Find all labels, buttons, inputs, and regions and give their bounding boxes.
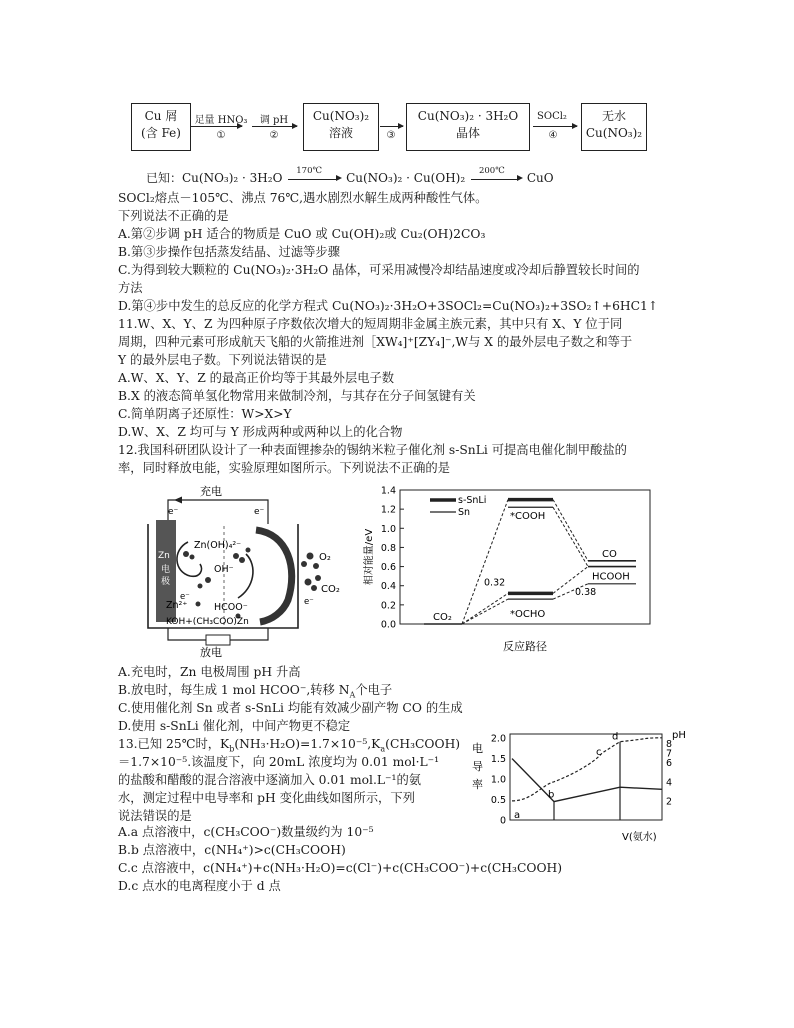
q13-stem-1b: (NH₃·H₂O)=1.7×10⁻⁵,K [234, 737, 381, 751]
energy-annotation-038: 0.38 [575, 587, 597, 599]
cond-point-a: a [514, 810, 521, 821]
q13-stem-4: 水，测定过程中电导率和 pH 变化曲线如图所示，下列 [118, 791, 415, 805]
flow-box-text: 溶液 [328, 126, 353, 140]
cond-axis-label-1: 电 [472, 742, 483, 755]
q12-option-b-end: 个电子 [355, 683, 393, 697]
connector-co2-cooh [462, 500, 508, 624]
q12-option-a: A.充电时，Zn 电极周围 pH 升高 [118, 665, 301, 679]
energy-y-tick-label: 0.0 [380, 619, 396, 631]
arrow4-step-label: ④ [548, 130, 558, 141]
molecule-dots [183, 548, 321, 619]
known-reaction [146, 165, 554, 187]
conductivity-ph-chart [462, 728, 694, 852]
q11-stem-1: 11.W、X、Y、Z 为四种原子序数依次增大的短周期非金属主族元素，其中只有 X、Y 位于同 [118, 317, 623, 331]
connector-co2-ocho-sn [462, 599, 508, 624]
q10-option-d: D.第④步中发生的总反应的化学方程式 Cu(NO₃)₂·3H₂O+3SOCl₂=Cu(NO₃)₂+3SO₂↑+6HC1↑ [118, 299, 659, 313]
level-cooh-label: *COOH [510, 511, 546, 523]
cond-point-c: c [596, 747, 602, 759]
charge-label: 充电 [200, 485, 222, 498]
heat-arrow-line [288, 179, 338, 180]
flow-box-text: 晶体 [455, 126, 480, 140]
cond-x-axis-label: V(氨水) [622, 832, 657, 843]
cond-plot-frame [510, 731, 662, 820]
heat-arrow-head [336, 175, 342, 181]
known-prefix: 已知：Cu(NO₃)₂ · 3H₂O [146, 171, 283, 185]
electron-right-low: e⁻ [304, 597, 314, 607]
heat-arrow-2 [469, 165, 523, 184]
q11-stem-2: 周期，四种元素可形成航天飞船的火箭推进剂［XW₄]⁺[ZY₄]⁻,W与 X 的最外层电子数之和等于 [118, 335, 633, 349]
catalyst-electrode [256, 530, 292, 622]
q12-stem-2: 率，同时释放电能，实验原理如图所示。下列说法不正确的是 [118, 461, 451, 475]
connector-cooh-hcooh [553, 507, 588, 566]
energy-profile-chart [358, 478, 658, 656]
q13-stem-1a: 13.已知 25℃时，K [118, 737, 230, 751]
flow-box-solution [303, 103, 379, 151]
conductivity-line [512, 759, 662, 802]
q13-option-b: B.b 点溶液中，c(NH₄⁺)>c(CH₃COOH) [118, 843, 346, 857]
electron-left-low: e⁻ [180, 592, 190, 602]
zn-electrode-label-1: Zn [158, 551, 170, 561]
o2-label: O₂ [319, 552, 331, 563]
flow-box-text: (含 Fe) [141, 126, 181, 140]
q13-stem-3: 的盐酸和醋酸的混合溶液中逐滴加入 0.01 mol.L⁻¹的氨 [118, 773, 422, 787]
q10-option-c-cont: 方法 [118, 281, 143, 295]
ph-right-tick-label: 4 [666, 777, 673, 789]
q12-option-c: C.使用催化剂 Sn 或者 s-SnLi 均能有效减少副产物 CO 的生成 [118, 701, 463, 715]
flow-box-text: Cu(NO₃)₂ [585, 126, 643, 140]
arrow2-step-label: ② [269, 130, 279, 141]
energy-x-axis-label: 反应路径 [503, 640, 547, 653]
connector-co2-ocho [462, 593, 508, 624]
level-ocho-label: *OCHO [510, 609, 546, 621]
heat-arrow-1 [286, 165, 342, 184]
top-wire-arrow [174, 497, 182, 504]
connector-cooh-co [553, 500, 588, 561]
ph-axis-label: pH [672, 730, 686, 741]
q13-ka-sub: a [380, 744, 386, 754]
arrow1-step-label: ① [216, 130, 226, 141]
heat-arrow-line [471, 179, 519, 180]
q11-option-a: A.W、X、Y、Z 的最高正价均等于其最外层电子数 [118, 371, 395, 385]
cond-left-tick-label: 1.0 [490, 774, 506, 786]
energy-y-axis-label: 相对能量/eV [364, 528, 375, 586]
cond-left-tick-label: 0 [499, 815, 506, 827]
legend-sn-label: Sn [458, 507, 471, 518]
ph-curve [512, 738, 662, 801]
flow-box-text: Cu 屑 [144, 109, 178, 123]
top-wire [168, 500, 268, 524]
temp-170: 170℃ [296, 165, 322, 176]
q13-stem-1c: (CH₃COOH) [385, 737, 461, 751]
q13-stem-2: ＝1.7×10⁻⁵.该温度下，向 20mL 浓度均为 0.01 mol·L⁻¹ [118, 755, 440, 769]
q13-option-c: C.c 点溶液中，c(NH₄⁺)+c(NH₃·H₂O)=c(Cl⁻)+c(CH₃COO⁻)+c(CH₃COOH) [118, 861, 563, 875]
known-end: CuO [526, 171, 554, 185]
flow-box-text: Cu(NO₃)₂ · 3H₂O [417, 109, 519, 123]
load-resistor [206, 635, 230, 645]
flow-box-anhydrous [581, 103, 647, 151]
cond-left-tick-label: 0.5 [490, 795, 506, 807]
temp-200: 200℃ [478, 165, 505, 176]
zn-electrode-label-2: 电 [161, 565, 171, 575]
q12-option-b-sub: A [349, 690, 356, 700]
arrow3-step-label: ③ [386, 130, 396, 141]
hydroxide-label: OH⁻ [214, 564, 234, 575]
cond-point-b: b [548, 789, 555, 801]
arrow1-top-label: 足量 HNO₃ [194, 115, 248, 126]
arrow2-top-label: 调 pH [259, 115, 289, 126]
cond-axis-label-2: 导 [472, 760, 483, 773]
arrow2 [252, 126, 297, 127]
co2-label: CO₂ [321, 584, 340, 595]
q12-option-d: D.使用 s-SnLi 催化剂，中间产物更不稳定 [118, 719, 351, 733]
energy-y-tick-label: 0.6 [380, 562, 396, 574]
ph-right-tick-label: 7 [666, 748, 673, 760]
heat-arrow-head [517, 175, 523, 181]
level-co-label: CO [602, 548, 617, 560]
electrolyte-label: KOH+(CH₃COO)Zn [166, 617, 249, 627]
energy-y-tick-label: 1.2 [380, 504, 396, 516]
ph-right-tick-label: 6 [666, 758, 673, 770]
arrow4 [533, 126, 577, 127]
q13-kb-sub: b [229, 744, 235, 754]
zn2-label: Zn²⁺ [166, 600, 188, 611]
flow-box-crystal [406, 103, 530, 151]
q11-stem-3: Y 的最外层电子数。下列说法错误的是 [118, 353, 327, 367]
flow-box-cu-scrap [131, 103, 191, 151]
q11-option-b: B.X 的液态简单氢化物常用来做制冷剂，与其存在分子间氢键有关 [118, 389, 476, 403]
energy-y-tick-label: 1.0 [380, 523, 396, 535]
legend-snli-label: s-SnLi [458, 495, 487, 506]
q13-option-d: D.c 点水的电离程度小于 d 点 [118, 879, 281, 893]
cond-left-tick-label: 2.0 [490, 733, 506, 745]
ph-right-tick-label: 8 [666, 739, 673, 751]
zinc-co2-cell-diagram [138, 480, 358, 658]
cond-left-tick-label: 1.5 [490, 754, 506, 766]
arrow4-top-label: SOCl₂ [537, 111, 567, 122]
energy-y-tick-label: 0.8 [380, 542, 396, 554]
flow-box-text: Cu(NO₃)₂ [312, 109, 370, 123]
energy-annotation-032: 0.32 [484, 577, 506, 589]
q10-option-b: B.第③步操作包括蒸发结晶、过滤等步骤 [118, 245, 340, 259]
zincate-label: Zn(OH)₄²⁻ [194, 540, 242, 551]
flow-box-text: 无水 [601, 109, 626, 123]
q12-stem-1: 12.我国科研团队设计了一种表面锂掺杂的锡纳米粒子催化剂 s-SnLi 可提高电催化制甲酸盐的 [118, 443, 627, 457]
zn-electrode-label-3: 极 [161, 577, 171, 587]
arrow3 [380, 126, 403, 127]
level-co2-label: CO₂ [433, 612, 452, 623]
known-mid: Cu(NO₃)₂ · Cu(OH)₂ [346, 171, 466, 185]
q12-option-b-text: B.放电时，每生成 1 mol HCOO⁻,转移 N [118, 683, 350, 697]
q10-stem: 下列说法不正确的是 [118, 209, 229, 223]
formate-label: HCOO⁻ [214, 602, 248, 613]
q13-option-a: A.a 点溶液中，c(CH₃COO⁻)数量级约为 10⁻⁵ [118, 825, 374, 839]
energy-y-tick-label: 1.4 [380, 485, 396, 497]
discharge-label: 放电 [200, 646, 222, 658]
energy-y-tick-label: 0.4 [380, 581, 396, 593]
electron-right-top: e⁻ [254, 507, 265, 517]
q11-option-d: D.W、X、Z 均可与 Y 形成两种或两种以上的化合物 [118, 425, 403, 439]
q11-option-c: C.简单阴离子还原性：W>X>Y [118, 407, 292, 421]
electron-left-top: e⁻ [168, 507, 179, 517]
arrow1 [190, 126, 242, 127]
q13-stem-5: 说法错误的是 [118, 809, 192, 823]
level-hcooh-label: HCOOH [592, 571, 630, 583]
energy-y-tick-label: 0.2 [380, 600, 396, 612]
cond-point-d: d [612, 731, 619, 743]
ph-right-tick-label: 2 [666, 796, 673, 808]
q10-socl2: SOCl₂熔点－105℃、沸点 76℃,遇水剧烈水解生成两种酸性气体。 [118, 191, 488, 205]
q10-option-c: C.为得到较大颗粒的 Cu(NO₃)₂·3H₂O 晶体，可采用减慢冷却结晶速度或冷却后静置较长时间的 [118, 263, 640, 277]
cond-axis-label-3: 率 [472, 778, 483, 791]
q10-option-a: A.第②步调 pH 适合的物质是 CuO 或 Cu(OH)₂或 Cu₂(OH)2CO₃ [118, 227, 486, 241]
